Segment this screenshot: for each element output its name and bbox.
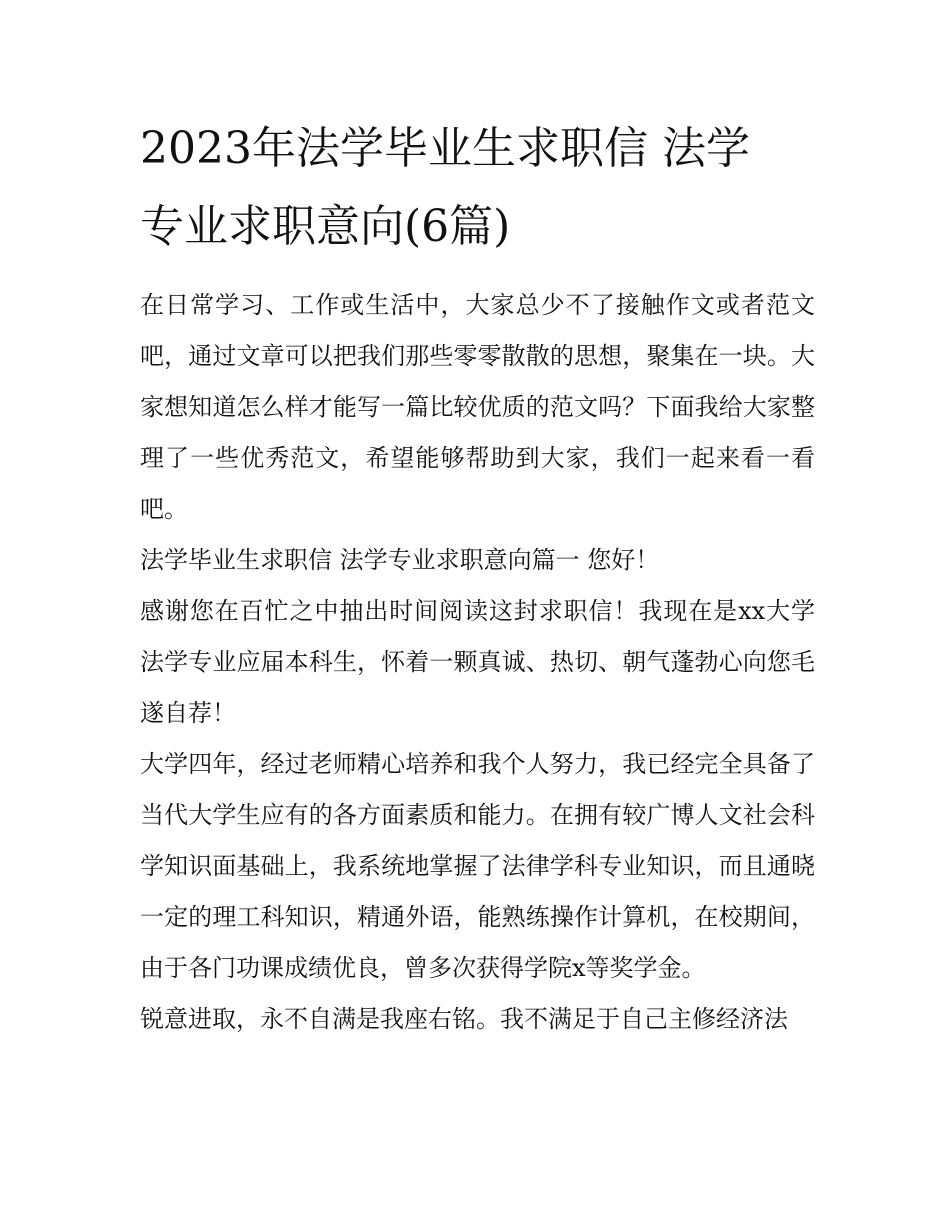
paragraph-thanks: 感谢您在百忙之中抽出时间阅读这封求职信！我现在是xx大学法学专业应届本科生，怀着一颗真诚、热切、朝气蓬勃心向您毛遂自荐！ — [140, 597, 815, 727]
document-page — [140, 110, 815, 1045]
paragraph-qualifications: 大学四年，经过老师精心培养和我个人努力，我已经完全具备了当代大学生应有的各方面素质和能力。在拥有较广博人文社会科学知识面基础上，我系统地掌握了法律学科专业知识，而且通晓一定的理工科知识，精通外语，能熟练操作计算机，在校期间，由于各门功课成绩优良，曾多次获得学院x等奖学金。 — [140, 750, 815, 982]
paragraph-greeting: 法学毕业生求职信 法学专业求职意向篇一 您好！ — [140, 546, 660, 574]
paragraph-intro: 在日常学习、工作或生活中，大家总少不了接触作文或者范文吧，通过文章可以把我们那些零零散散的思想，聚集在一块。大家想知道怎么样才能写一篇比较优质的范文吗？下面我给大家整理了一些优秀范文，希望能够帮助到大家，我们一起来看一看吧。 — [140, 291, 815, 523]
document-title: 2023年法学毕业生求职信 法学专业求职意向(6篇) — [140, 123, 750, 252]
paragraph-motto: 锐意进取，永不自满是我座右铭。我不满足于自己主修经济法 — [140, 1005, 788, 1033]
